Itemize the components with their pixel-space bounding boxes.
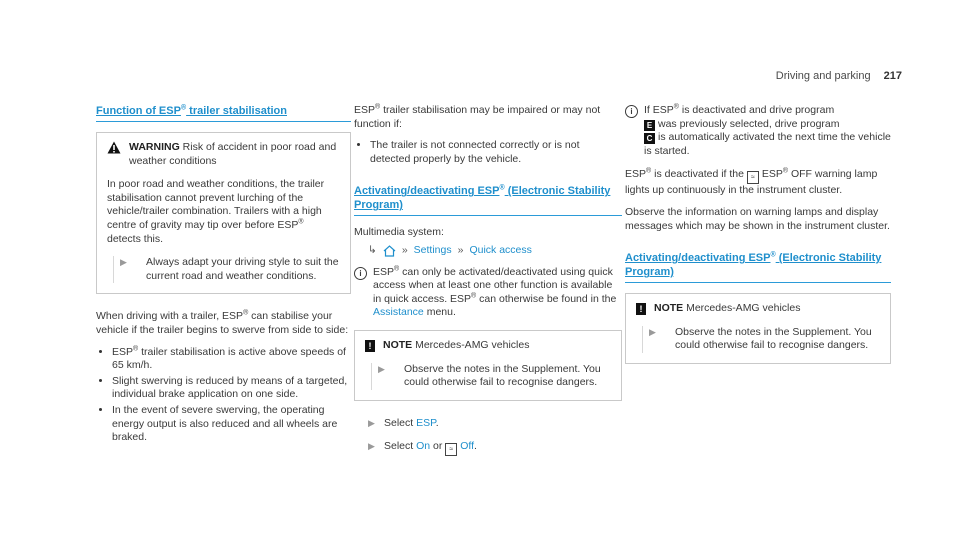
section-title-trailer-stabilisation: Function of ESP® trailer stabilisation bbox=[96, 104, 351, 122]
impairment-intro: ESP® trailer stabilisation may be impaired or may not function if: bbox=[354, 103, 601, 130]
system-label: Multimedia system: bbox=[354, 226, 444, 239]
list-item: • ESP® trailer stabilisation is active above speeds of 65 km/h. bbox=[112, 346, 351, 373]
note-box: ! NOTE Mercedes-AMG vehicles ▶ Observe the notes in the Supplement. You could otherwise fail to recognise dangers. bbox=[354, 330, 622, 401]
path-separator-icon: » bbox=[457, 243, 464, 256]
path-settings[interactable]: Settings bbox=[413, 243, 452, 256]
drive-program-e-icon: E bbox=[644, 120, 655, 131]
on-option[interactable]: On bbox=[416, 440, 431, 453]
home-icon[interactable] bbox=[383, 245, 396, 257]
step-arrow-icon: ▶ bbox=[368, 417, 375, 428]
note-instruction: ▶ Observe the notes in the Supplement. You could otherwise fail to recognise dangers. bbox=[371, 363, 611, 390]
instruction-arrow-icon: ▶ bbox=[649, 326, 656, 337]
exclamation-icon: ! bbox=[365, 340, 375, 352]
info-icon: i bbox=[354, 267, 367, 280]
list-item: • In the event of severe swerving, the operating energy output is also reduced and all wheels are braked. bbox=[112, 404, 351, 445]
page-header bbox=[776, 70, 902, 84]
page-number: 217 bbox=[883, 70, 902, 82]
warning-body: In poor road and weather conditions, the trailer stabilisation cannot prevent lurching of the vehicle/trailer combination. Trailers with a high centre of gravity may tip over before ESP® detects this. bbox=[107, 178, 325, 245]
column-3 bbox=[625, 104, 891, 380]
instruction-arrow-icon: ▶ bbox=[120, 257, 127, 268]
section-title-activating-esp: Activating/deactivating ESP® (Electronic Stability Program) bbox=[354, 184, 622, 216]
drive-program-c-icon: C bbox=[644, 133, 655, 144]
section-title-activating-esp: Activating/deactivating ESP® (Electronic Stability Program) bbox=[625, 251, 891, 283]
column-2 bbox=[354, 104, 622, 456]
off-option[interactable]: Off bbox=[460, 440, 475, 453]
list-item: • The trailer is not connected correctly or is not detected properly by the vehicle. bbox=[370, 139, 622, 166]
menu-path bbox=[368, 244, 622, 258]
note-instruction: ▶ Observe the notes in the Supplement. You could otherwise fail to recognise dangers. bbox=[642, 326, 880, 353]
step-arrow-icon: ▶ bbox=[368, 441, 375, 452]
step-select-esp: ▶ Select ESP. bbox=[368, 416, 439, 429]
warning-instruction: ▶ Always adapt your driving style to suit the current road and weather conditions. bbox=[113, 256, 340, 283]
trailer-paragraph: When driving with a trailer, ESP® can stabilise your vehicle if the trailer begins to swerve from side to side: bbox=[96, 309, 349, 336]
path-arrow-icon: ↳ bbox=[368, 243, 377, 256]
info-icon: i bbox=[625, 105, 638, 118]
exclamation-icon: ! bbox=[636, 303, 646, 315]
warning-lamps-paragraph: Observe the information on warning lamps and display messages which may be shown in the instrument cluster. bbox=[625, 205, 890, 232]
warning-box bbox=[96, 132, 351, 294]
note-box: ! NOTE Mercedes-AMG vehicles ▶ Observe the notes in the Supplement. You could otherwise fail to recognise dangers. bbox=[625, 293, 891, 364]
path-quick-access[interactable]: Quick access bbox=[469, 243, 532, 256]
esp-off-icon: ≈ bbox=[445, 443, 457, 456]
warning-text: Risk of accident in poor road and weather conditions bbox=[129, 141, 337, 167]
assistance-link[interactable]: Assistance bbox=[373, 306, 424, 319]
esp-off-paragraph: ESP® is deactivated if the ≈ ESP® OFF warning lamp lights up continuously in the instrument cluster. bbox=[625, 167, 878, 197]
section-name: Driving and parking bbox=[775, 70, 871, 82]
info-note: i If ESP® is deactivated and drive program E was previously selected, drive program C is automatically activated the next time the vehicle is started. bbox=[625, 104, 891, 158]
esp-off-icon: ≈ bbox=[747, 171, 759, 184]
warning-triangle-icon bbox=[107, 141, 121, 154]
step-select-on-off: ▶ Select On or ≈ Off. bbox=[368, 440, 622, 456]
instruction-arrow-icon: ▶ bbox=[378, 363, 385, 374]
info-note: i ESP® can only be activated/deactivated using quick access when at least one other function is available in quick access. ESP® can otherwise be found in the Assistance menu. bbox=[354, 266, 622, 320]
column-1 bbox=[96, 104, 351, 453]
list-item: • Slight swerving is reduced by means of a targeted, individual brake application on one side. bbox=[112, 375, 351, 402]
trailer-bullets bbox=[96, 346, 351, 445]
path-separator-icon: » bbox=[401, 243, 408, 256]
warning-label: WARNING bbox=[129, 141, 180, 153]
esp-option[interactable]: ESP bbox=[416, 416, 436, 429]
impairment-bullets bbox=[354, 139, 622, 166]
